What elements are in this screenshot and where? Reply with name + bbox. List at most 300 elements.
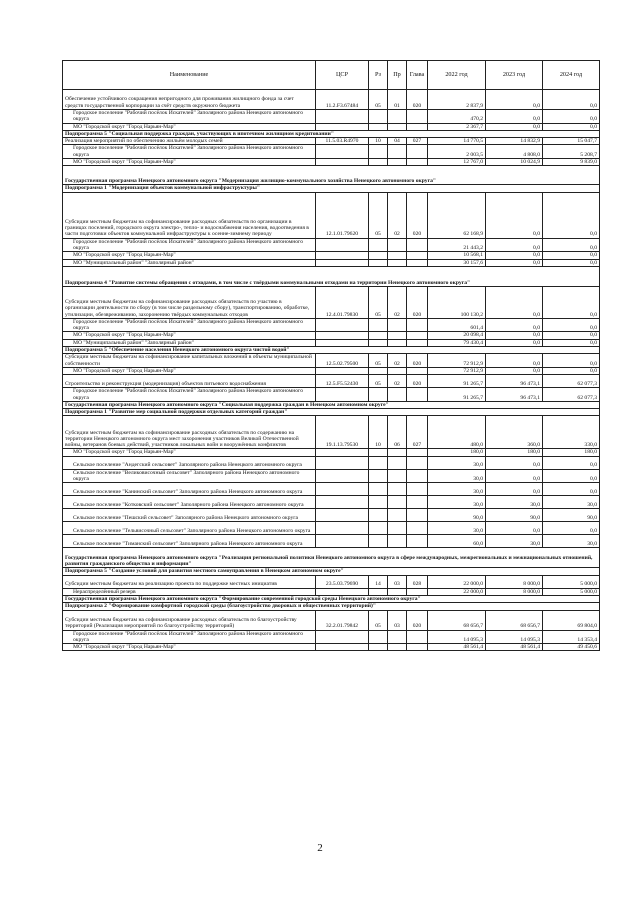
row-glava xyxy=(407,252,428,259)
row-glava xyxy=(407,318,428,332)
row-glava xyxy=(407,238,428,252)
row-name: МО "Городской округ "Город Нарьян-Мар" xyxy=(63,332,316,339)
table-row xyxy=(63,286,600,318)
row-pr xyxy=(388,339,407,346)
row-value-2023: 14 832,9 xyxy=(486,138,543,145)
sub-row xyxy=(63,110,600,124)
row-name: МО "Городской округ "Город Нарьян-Мар" xyxy=(63,367,316,374)
row-value-2023: 0,0 xyxy=(486,259,543,266)
row-rz xyxy=(369,449,388,456)
row-value-2024: 0,0 xyxy=(543,522,600,535)
header-2022: 2022 год xyxy=(428,61,486,90)
row-csr: 12.5.F5.52430 xyxy=(316,375,369,388)
row-pr xyxy=(388,469,407,483)
row-csr xyxy=(316,509,369,522)
row-csr xyxy=(316,339,369,346)
row-value-2023: 0,0 xyxy=(486,238,543,252)
row-csr: 23.5.03.79690 xyxy=(316,575,369,588)
row-value-2024: 0,0 xyxy=(543,456,600,469)
row-pr xyxy=(388,259,407,266)
section-row xyxy=(63,603,600,610)
row-value-2023: 0,0 xyxy=(486,286,543,318)
sub-row xyxy=(63,238,600,252)
row-value-2024: 5 000,0 xyxy=(543,575,600,588)
row-value-2023: 0,0 xyxy=(486,318,543,332)
row-glava xyxy=(407,630,428,644)
row-value-2024: 90,0 xyxy=(543,509,600,522)
row-glava xyxy=(407,339,428,346)
row-glava xyxy=(407,259,428,266)
row-csr xyxy=(316,469,369,483)
table-row xyxy=(63,610,600,630)
row-name: Строительство и реконструкция (модернизация) объектов питьевого водоснабжения xyxy=(63,375,316,388)
row-value-2022: 22 000,0 xyxy=(428,575,486,588)
row-csr xyxy=(316,123,369,130)
row-value-2022: 62 168,9 xyxy=(428,192,486,238)
row-value-2022: 14 095,3 xyxy=(428,630,486,644)
row-glava xyxy=(407,644,428,651)
row-value-2023: 0,0 xyxy=(486,367,543,374)
row-rz xyxy=(369,496,388,509)
row-value-2023: 0,0 xyxy=(486,332,543,339)
row-value-2022: 20 098,4 xyxy=(428,332,486,339)
row-name: Обеспечение устойчивого сокращения непригодного для проживания жилищного фонда за счет средств государственной корпорации за счёт средств окружного бюджета xyxy=(63,90,316,110)
row-rz xyxy=(369,456,388,469)
row-glava: 020 xyxy=(407,90,428,110)
row-value-2024: 0,0 xyxy=(543,123,600,130)
row-glava xyxy=(407,496,428,509)
row-csr xyxy=(316,110,369,124)
row-csr xyxy=(316,522,369,535)
sub-row xyxy=(63,367,600,374)
sub-row xyxy=(63,259,600,266)
row-glava xyxy=(407,509,428,522)
row-value-2022: 91 265,7 xyxy=(428,375,486,388)
row-csr xyxy=(316,259,369,266)
sub-row xyxy=(63,252,600,259)
row-glava xyxy=(407,123,428,130)
row-glava: 027 xyxy=(407,138,428,145)
table-row xyxy=(63,416,600,449)
row-name: Городское поселение "Рабочий посёлок Искателей" Заполярного района Ненецкого автономного округа xyxy=(63,630,316,644)
row-rz xyxy=(369,367,388,374)
row-csr: 12.1.01.79620 xyxy=(316,192,369,238)
row-value-2022: 21 443,2 xyxy=(428,238,486,252)
sub-row xyxy=(63,522,600,535)
row-value-2023: 0,0 xyxy=(486,483,543,496)
sub-row xyxy=(63,509,600,522)
section-row xyxy=(63,401,600,408)
sub-row xyxy=(63,159,600,166)
row-pr xyxy=(388,535,407,548)
row-value-2024: 0,0 xyxy=(543,367,600,374)
row-csr: 11.5.03.R4970 xyxy=(316,138,369,145)
section-title: Подпрограмма 5 "Создание условий для развития местного самоуправления в Ненецком автономном округе" xyxy=(63,568,600,575)
row-value-2022: 180,0 xyxy=(428,449,486,456)
row-glava: 020 xyxy=(407,192,428,238)
row-value-2024: 5 000,0 xyxy=(543,588,600,595)
section-title: Подпрограмма 1 "Развитие мер социальной поддержки отдельных категорий граждан" xyxy=(63,409,600,416)
row-value-2024: 330,0 xyxy=(543,416,600,449)
row-pr xyxy=(388,644,407,651)
row-value-2023: 30,0 xyxy=(486,535,543,548)
row-glava: 020 xyxy=(407,610,428,630)
sub-row xyxy=(63,630,600,644)
row-value-2022: 14 770,5 xyxy=(428,138,486,145)
row-csr xyxy=(316,145,369,159)
row-rz xyxy=(369,388,388,402)
row-value-2022: 90,0 xyxy=(428,509,486,522)
row-name: Субсидии местным бюджетам на софинансирование расходных обязательств по благоустройству территорий (Реализация мероприятий по благоустройству территорий) xyxy=(63,610,316,630)
row-value-2024: 15 047,7 xyxy=(543,138,600,145)
row-csr xyxy=(316,318,369,332)
row-value-2023: 0,0 xyxy=(486,354,543,368)
row-glava xyxy=(407,145,428,159)
row-pr xyxy=(388,332,407,339)
row-rz xyxy=(369,509,388,522)
row-name: Городское поселение "Рабочий посёлок Искателей" Заполярного района Ненецкого автономного округа xyxy=(63,238,316,252)
row-name: Субсидии местным бюджетам на софинансирование капитальных вложений в объекты муниципальной собственности xyxy=(63,354,316,368)
row-rz xyxy=(369,522,388,535)
row-pr xyxy=(388,449,407,456)
row-value-2022: 30,0 xyxy=(428,483,486,496)
row-name: Сельское поселение "Канинский сельсовет" Заполярного района Ненецкого автономного округа xyxy=(63,483,316,496)
section-title: Государственная программа Ненецкого автономного округа "Социальная поддержка граждан в Ненецком автономном округе" xyxy=(63,401,600,408)
sub-row xyxy=(63,318,600,332)
row-value-2024: 180,0 xyxy=(543,449,600,456)
row-glava: 020 xyxy=(407,354,428,368)
row-value-2023: 0,0 xyxy=(486,456,543,469)
row-glava xyxy=(407,388,428,402)
row-glava xyxy=(407,110,428,124)
row-value-2024: 0,0 xyxy=(543,354,600,368)
row-name: Сельское поселение "Тельвисочный сельсовет" Заполярного района Ненецкого автономного округа xyxy=(63,522,316,535)
row-value-2023: 96 473,1 xyxy=(486,375,543,388)
row-csr xyxy=(316,159,369,166)
budget-table-sheet xyxy=(62,60,599,651)
row-value-2023: 0,0 xyxy=(486,192,543,238)
row-value-2024: 0,0 xyxy=(543,339,600,346)
row-name: Сельское поселение "Пешский сельсовет" Заполярного района Ненецкого автономного округа xyxy=(63,509,316,522)
row-value-2023: 0,0 xyxy=(486,522,543,535)
section-row xyxy=(63,595,600,602)
row-name: Городское поселение "Рабочий посёлок Искателей" Заполярного района Ненецкого автономного округа xyxy=(63,388,316,402)
section-title: Подпрограмма 1 "Модернизация объектов коммунальной инфраструктуры" xyxy=(63,185,600,192)
row-rz xyxy=(369,630,388,644)
section-title: Государственная программа Ненецкого автономного округа "Формирование современной городской среды Ненецкого автономного округа" xyxy=(63,595,600,602)
row-value-2022: 480,0 xyxy=(428,416,486,449)
row-glava: 020 xyxy=(407,286,428,318)
row-pr: 04 xyxy=(388,138,407,145)
section-row xyxy=(63,568,600,575)
row-csr xyxy=(316,644,369,651)
row-pr xyxy=(388,318,407,332)
row-value-2023: 0,0 xyxy=(486,252,543,259)
row-value-2022: 68 656,7 xyxy=(428,610,486,630)
row-rz xyxy=(369,252,388,259)
sub-row xyxy=(63,449,600,456)
sub-row xyxy=(63,123,600,130)
row-value-2023: 0,0 xyxy=(486,110,543,124)
row-name: Субсидии местным бюджетам на софинансирование расходных обязательств по содержанию на территории Ненецкого автономного округа мест захоронения участников Великой Отечественной войны, ветеранов боевых действий, участников локальных войн и вооружённых конфликтов xyxy=(63,416,316,449)
row-csr xyxy=(316,588,369,595)
row-value-2024: 30,0 xyxy=(543,496,600,509)
row-value-2023: 8 000,0 xyxy=(486,588,543,595)
row-value-2024: 0,0 xyxy=(543,483,600,496)
row-value-2022: 10 568,1 xyxy=(428,252,486,259)
table-row xyxy=(63,90,600,110)
row-pr xyxy=(388,238,407,252)
row-pr xyxy=(388,522,407,535)
row-pr xyxy=(388,509,407,522)
row-csr xyxy=(316,252,369,259)
row-csr: 32.2.01.79842 xyxy=(316,610,369,630)
row-name: Субсидии местным бюджетам на софинансирование расходных обязательств по организации в границах поселений, городского округа электро-, тепло- и водоснабжения населения, водоотведения в части подготовки объектов коммунальной инфраструктуры к осенне-зимнему периоду xyxy=(63,192,316,238)
row-value-2023: 8 000,0 xyxy=(486,575,543,588)
section-title: Подпрограмма 5 "Социальная поддержка граждан, участвующих в ипотечном жилищном кредитовании" xyxy=(63,130,600,137)
header-pr: Пр xyxy=(388,61,407,90)
row-name: Нераспределённый резерв xyxy=(63,588,316,595)
row-value-2023: 0,0 xyxy=(486,90,543,110)
row-value-2022: 100 130,2 xyxy=(428,286,486,318)
row-csr: 12.4.01.79830 xyxy=(316,286,369,318)
table-row xyxy=(63,575,600,588)
row-value-2022: 72 912,9 xyxy=(428,354,486,368)
section-row xyxy=(63,409,600,416)
row-pr xyxy=(388,483,407,496)
row-value-2022: 30,0 xyxy=(428,522,486,535)
sub-row xyxy=(63,588,600,595)
row-pr: 02 xyxy=(388,192,407,238)
row-value-2024: 0,0 xyxy=(543,469,600,483)
sub-row xyxy=(63,332,600,339)
row-rz xyxy=(369,318,388,332)
row-pr xyxy=(388,252,407,259)
row-pr: 03 xyxy=(388,610,407,630)
row-rz xyxy=(369,535,388,548)
row-value-2022: 30 157,6 xyxy=(428,259,486,266)
row-glava xyxy=(407,469,428,483)
section-title: Подпрограмма 2 "Формирование комфортной городской среды (благоустройство дворовых и общественных территорий)" xyxy=(63,603,600,610)
row-value-2022: 12 767,0 xyxy=(428,159,486,166)
row-value-2022: 30,0 xyxy=(428,469,486,483)
header-csr: ЦСР xyxy=(316,61,369,90)
row-rz xyxy=(369,259,388,266)
sub-row xyxy=(63,388,600,402)
row-value-2022: 2 837,9 xyxy=(428,90,486,110)
row-csr xyxy=(316,496,369,509)
sub-row xyxy=(63,456,600,469)
row-value-2022: 60,0 xyxy=(428,535,486,548)
row-rz xyxy=(369,469,388,483)
budget-table xyxy=(62,60,600,651)
row-pr: 02 xyxy=(388,354,407,368)
header-glava: Глава xyxy=(407,61,428,90)
header-name: Наименование xyxy=(63,61,316,90)
row-value-2022: 48 561,4 xyxy=(428,644,486,651)
section-row xyxy=(63,166,600,185)
row-glava xyxy=(407,588,428,595)
row-value-2024: 0,0 xyxy=(543,332,600,339)
row-glava: 020 xyxy=(407,375,428,388)
row-rz xyxy=(369,145,388,159)
row-pr xyxy=(388,367,407,374)
row-pr xyxy=(388,456,407,469)
row-csr: 12.5.02.79500 xyxy=(316,354,369,368)
row-csr xyxy=(316,483,369,496)
row-glava xyxy=(407,522,428,535)
row-value-2024: 49 450,6 xyxy=(543,644,600,651)
row-rz: 10 xyxy=(369,416,388,449)
row-glava: 028 xyxy=(407,575,428,588)
row-glava xyxy=(407,367,428,374)
row-value-2022: 30,0 xyxy=(428,456,486,469)
section-row xyxy=(63,347,600,354)
row-rz: 05 xyxy=(369,610,388,630)
row-csr xyxy=(316,456,369,469)
row-value-2022: 2 003,5 xyxy=(428,145,486,159)
row-value-2023: 360,0 xyxy=(486,416,543,449)
section-title: Государственная программа Ненецкого автономного округа "Модернизация жилищно-коммунального хозяйства Ненецкого автономного округа" xyxy=(63,166,600,185)
row-value-2023: 30,0 xyxy=(486,496,543,509)
row-value-2024: 14 353,4 xyxy=(543,630,600,644)
table-header-row xyxy=(63,61,600,90)
header-rz: Рз xyxy=(369,61,388,90)
row-pr xyxy=(388,588,407,595)
row-name: Сельское поселение "Андегский сельсовет" Заполярного района Ненецкого автономного округа xyxy=(63,456,316,469)
row-name: МО "Городской округ "Город Нарьян-Мар" xyxy=(63,123,316,130)
row-value-2024: 0,0 xyxy=(543,238,600,252)
row-value-2023: 14 095,3 xyxy=(486,630,543,644)
row-rz xyxy=(369,110,388,124)
row-glava xyxy=(407,483,428,496)
row-value-2024: 0,0 xyxy=(543,252,600,259)
row-name: МО "Городской округ "Город Нарьян-Мар" xyxy=(63,252,316,259)
row-rz: 05 xyxy=(369,375,388,388)
table-row xyxy=(63,375,600,388)
row-pr: 02 xyxy=(388,286,407,318)
row-name: МО "Городской округ "Город Нарьян-Мар" xyxy=(63,449,316,456)
row-csr xyxy=(316,332,369,339)
row-rz xyxy=(369,238,388,252)
row-value-2024: 0,0 xyxy=(543,90,600,110)
sub-row xyxy=(63,535,600,548)
row-name: Реализация мероприятий по обеспечению жильём молодых семей xyxy=(63,138,316,145)
row-name: Субсидии местным бюджетам на реализацию проекта по поддержке местных инициатив xyxy=(63,575,316,588)
row-pr xyxy=(388,496,407,509)
row-pr xyxy=(388,159,407,166)
row-name: Сельское поселение "Великовисочный сельсовет" Заполярного района Ненецкого автономного округа xyxy=(63,469,316,483)
row-value-2022: 2 367,7 xyxy=(428,123,486,130)
row-pr xyxy=(388,388,407,402)
row-value-2023: 0,0 xyxy=(486,339,543,346)
row-value-2023: 68 656,7 xyxy=(486,610,543,630)
row-pr xyxy=(388,123,407,130)
row-csr: 11.2.F3.67484 xyxy=(316,90,369,110)
row-pr: 06 xyxy=(388,416,407,449)
row-rz xyxy=(369,123,388,130)
row-name: Субсидии местным бюджетам на софинансирование расходных обязательств по участию в организации деятельности по сбору (в том числе раздельному сбору), транспортированию, обработке, утилизации, обезвреживанию, захоронению твёрдых коммунальных отходов xyxy=(63,286,316,318)
row-value-2023: 0,0 xyxy=(486,469,543,483)
row-value-2022: 91 265,7 xyxy=(428,388,486,402)
row-value-2022: 470,2 xyxy=(428,110,486,124)
row-value-2024: 30,0 xyxy=(543,535,600,548)
table-row xyxy=(63,138,600,145)
row-name: Городское поселение "Рабочий посёлок Искателей" Заполярного района Ненецкого автономного округа xyxy=(63,110,316,124)
row-value-2023: 0,0 xyxy=(486,123,543,130)
row-name: МО "Муниципальный район" "Заполярный район" xyxy=(63,339,316,346)
row-rz xyxy=(369,483,388,496)
row-value-2023: 48 561,4 xyxy=(486,644,543,651)
row-value-2023: 90,0 xyxy=(486,509,543,522)
row-name: Сельское поселение "Тиманский сельсовет" Заполярного района Ненецкого автономного округа xyxy=(63,535,316,548)
sub-row xyxy=(63,496,600,509)
row-name: МО "Городской округ "Город Нарьян-Мар" xyxy=(63,159,316,166)
section-title: Государственная программа Ненецкого автономного округа "Реализация региональной политики Ненецкого автономного округа в сфере международных, межрегиональных и межнациональных отношений, развития гражданского общества и информации" xyxy=(63,548,600,568)
row-value-2022: 72 912,9 xyxy=(428,367,486,374)
row-rz: 05 xyxy=(369,354,388,368)
header-2024: 2024 год xyxy=(543,61,600,90)
row-rz: 05 xyxy=(369,192,388,238)
row-pr xyxy=(388,110,407,124)
row-value-2023: 4 808,0 xyxy=(486,145,543,159)
table-body xyxy=(63,90,600,651)
sub-row xyxy=(63,145,600,159)
row-value-2024: 0,0 xyxy=(543,286,600,318)
row-glava: 027 xyxy=(407,416,428,449)
row-glava xyxy=(407,159,428,166)
row-value-2022: 22 000,0 xyxy=(428,588,486,595)
row-csr xyxy=(316,535,369,548)
sub-row xyxy=(63,483,600,496)
row-value-2024: 0,0 xyxy=(543,110,600,124)
row-pr xyxy=(388,630,407,644)
row-value-2023: 180,0 xyxy=(486,449,543,456)
row-name: МО "Муниципальный район" "Заполярный район" xyxy=(63,259,316,266)
row-glava xyxy=(407,535,428,548)
row-value-2024: 0,0 xyxy=(543,318,600,332)
row-value-2022: 79 430,4 xyxy=(428,339,486,346)
row-value-2024: 62 077,3 xyxy=(543,375,600,388)
section-row xyxy=(63,130,600,137)
section-title: Подпрограмма 5 "Обеспечение населения Ненецкого автономного округа чистой водой" xyxy=(63,347,600,354)
row-value-2024: 69 804,0 xyxy=(543,610,600,630)
row-glava xyxy=(407,456,428,469)
row-value-2024: 0,0 xyxy=(543,259,600,266)
row-value-2022: 601,4 xyxy=(428,318,486,332)
row-value-2022: 30,0 xyxy=(428,496,486,509)
row-rz xyxy=(369,159,388,166)
row-pr: 01 xyxy=(388,90,407,110)
row-rz xyxy=(369,339,388,346)
row-name: Городское поселение "Рабочий посёлок Искателей" Заполярного района Ненецкого автономного округа xyxy=(63,145,316,159)
row-name: Сельское поселение "Котковский сельсовет" Заполярного района Ненецкого автономного округа xyxy=(63,496,316,509)
row-name: Городское поселение "Рабочий посёлок Искателей" Заполярного района Ненецкого автономного округа xyxy=(63,318,316,332)
section-row xyxy=(63,185,600,192)
page-number: 2 xyxy=(317,842,323,854)
row-glava xyxy=(407,332,428,339)
row-glava xyxy=(407,449,428,456)
row-csr xyxy=(316,630,369,644)
table-row xyxy=(63,354,600,368)
row-csr xyxy=(316,388,369,402)
row-name: МО "Городской округ "Город Нарьян-Мар" xyxy=(63,644,316,651)
row-rz xyxy=(369,644,388,651)
row-pr: 02 xyxy=(388,375,407,388)
table-row xyxy=(63,192,600,238)
row-value-2023: 96 473,1 xyxy=(486,388,543,402)
sub-row xyxy=(63,469,600,483)
